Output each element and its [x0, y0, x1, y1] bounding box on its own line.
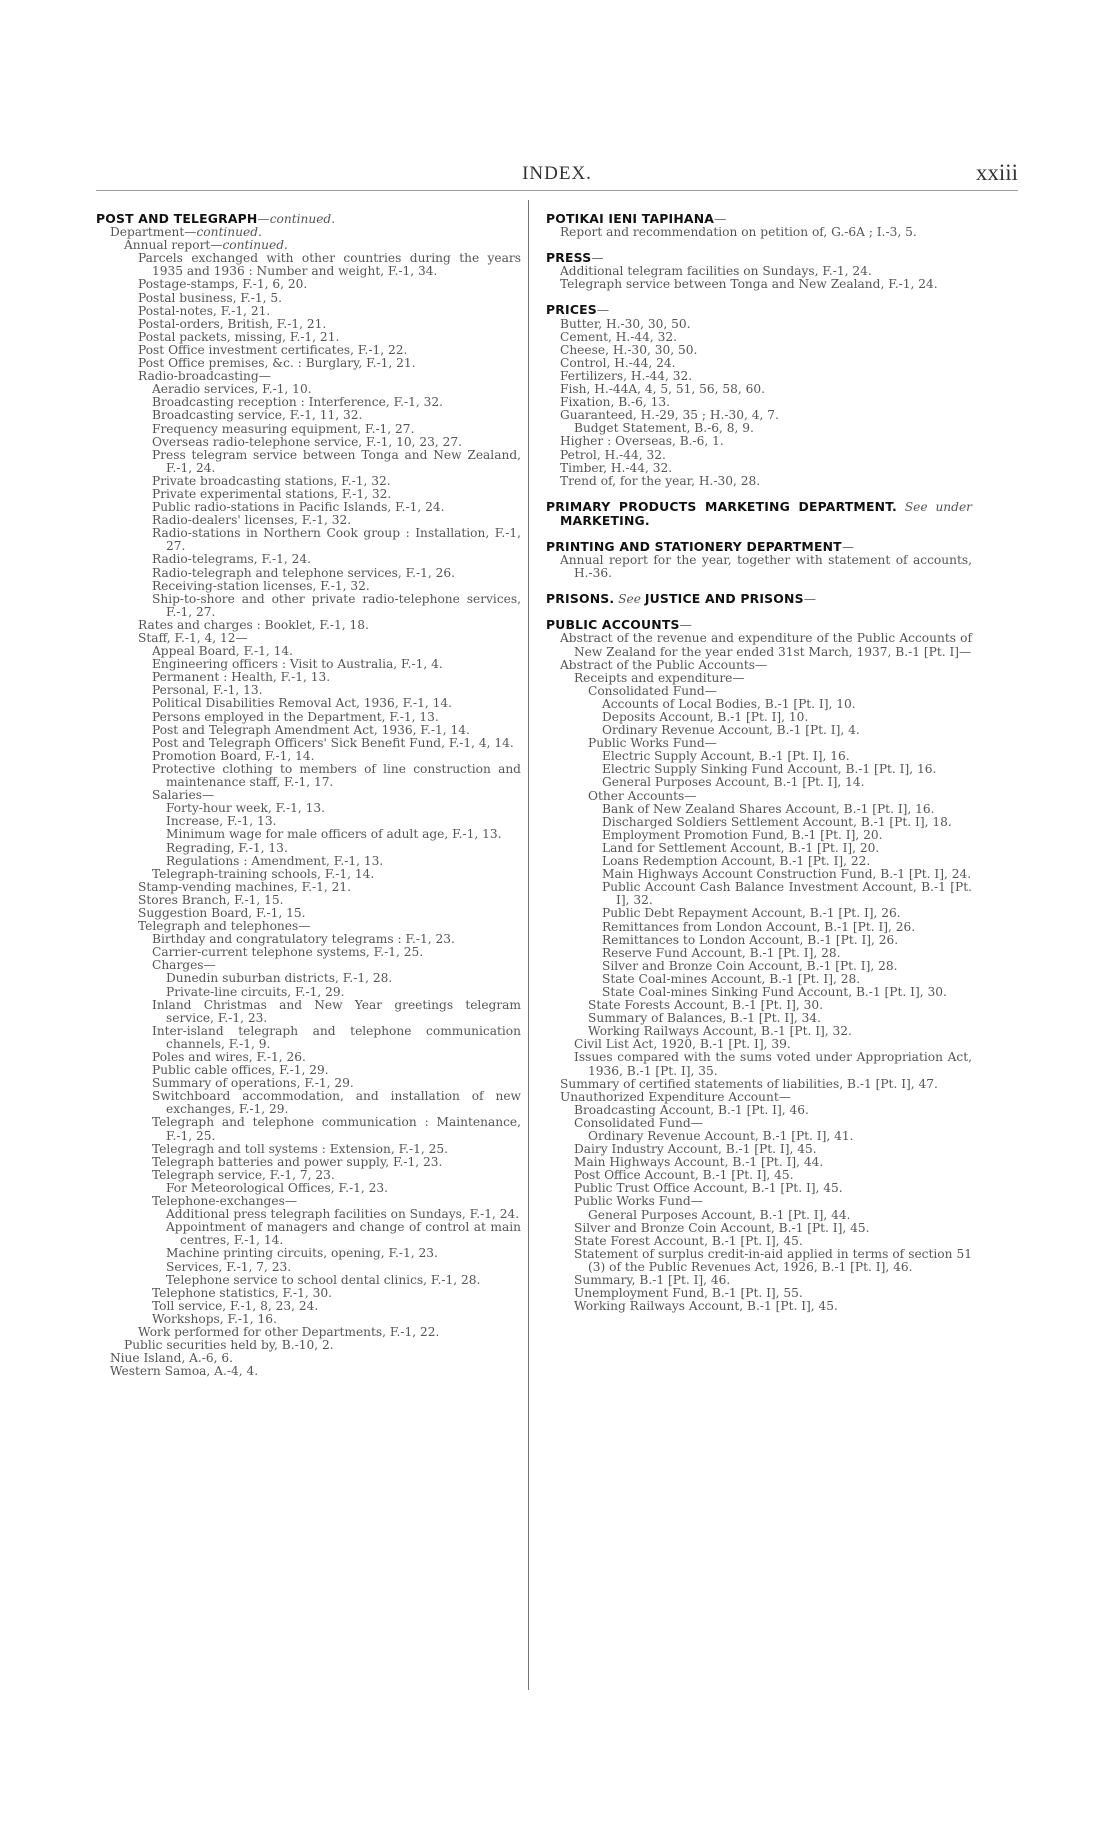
- index-heading: [546, 540, 972, 554]
- entry-text: Broadcasting reception : Interference, F.-1, 32.: [152, 395, 443, 410]
- entry-text: —: [714, 212, 727, 226]
- entry-text: Increase, F.-1, 13.: [166, 814, 277, 829]
- entry-text: Post and Telegraph Amendment Act, 1936, F.-1, 14.: [152, 722, 470, 737]
- entry-text: Private broadcasting stations, F.-1, 32.: [152, 473, 391, 488]
- entry-text: —: [803, 592, 816, 607]
- entry-text: Ordinary Revenue Account, B.-1 [Pt. I], 4.: [602, 723, 860, 738]
- entry-text: Land for Settlement Account, B.-1 [Pt. I], 20.: [602, 840, 880, 855]
- entry-text: Dairy Industry Account, B.-1 [Pt. I], 45.: [574, 1142, 817, 1157]
- entry-text: Electric Supply Sinking Fund Account, B.-1 [Pt. I], 16.: [602, 762, 937, 777]
- index-entry: [546, 278, 972, 291]
- entry-text: Radio-telegraph and telephone services, F.-1, 26.: [152, 565, 456, 580]
- entry-text: Poles and wires, F.-1, 26.: [152, 1050, 306, 1064]
- entry-text: Political Disabilities Removal Act, 1936, F.-1, 14.: [152, 696, 452, 711]
- entry-text: Post Office premises, &c. : Burglary, F.-1, 21.: [138, 356, 416, 371]
- entry-text: Summary of certified statements of liabilities, B.-1 [Pt. I], 47.: [560, 1076, 938, 1091]
- entry-text: Switchboard accommodation, and installation of new exchanges, F.-1, 29.: [152, 1089, 521, 1117]
- entry-text: Trend of, for the year, H.-30, 28.: [560, 473, 761, 488]
- entry-text: Employment Promotion Fund, B.-1 [Pt. I], 20.: [602, 827, 883, 842]
- entry-text: Promotion Board, F.-1, 14.: [152, 748, 315, 763]
- page-header-title: INDEX.: [522, 163, 592, 184]
- entry-text: Telegraph and telephones—: [138, 919, 311, 934]
- heading-text: PUBLIC ACCOUNTS: [546, 617, 680, 633]
- entry-text: Carrier-current telephone systems, F.-1, 25.: [152, 945, 424, 960]
- entry-text: Silver and Bronze Coin Account, B.-1 [Pt. I], 28.: [602, 958, 898, 973]
- entry-text: General Purposes Account, B.-1 [Pt. I], 44.: [588, 1207, 851, 1222]
- entry-text: Telephone statistics, F.-1, 30.: [152, 1285, 332, 1300]
- entry-text: —: [596, 303, 610, 318]
- entry-text: Charges—: [152, 958, 216, 973]
- entry-text: continued.: [222, 238, 288, 253]
- entry-text: Private experimental stations, F.-1, 32.: [152, 486, 392, 501]
- entry-text: Higher : Overseas, B.-6, 1.: [560, 434, 724, 449]
- entry-text: Electric Supply Account, B.-1 [Pt. I], 16.: [602, 749, 850, 764]
- entry-text: Remittances to London Account, B.-1 [Pt. I], 26.: [602, 932, 899, 947]
- entry-text: Post and Telegraph Officers' Sick Benefit Fund, F.-1, 4, 14.: [152, 735, 514, 750]
- entry-text: Radio-stations in Northern Cook group : Installation, F.-1, 27.: [152, 526, 521, 554]
- entry-text: —: [591, 251, 604, 266]
- entry-text: Dunedin suburban districts, F.-1, 28.: [166, 971, 393, 986]
- entry-text: Broadcasting service, F.-1, 11, 32.: [152, 408, 363, 423]
- entry-text: Bank of New Zealand Shares Account, B.-1 [Pt. I], 16.: [602, 801, 935, 816]
- entry-text: Salaries—: [152, 788, 215, 803]
- index-entry: [546, 226, 972, 239]
- entry-text: Consolidated Fund—: [574, 1115, 703, 1130]
- entry-text: Broadcasting Account, B.-1 [Pt. I], 46.: [574, 1102, 809, 1117]
- index-heading: [546, 303, 972, 317]
- entry-text: —: [679, 618, 692, 633]
- left-index-column: [96, 212, 521, 1378]
- entry-text: Receipts and expenditure—: [574, 670, 745, 685]
- entry-text: Telegraph-training schools, F.-1, 14.: [152, 866, 375, 881]
- heading-text: PRISONS.: [546, 591, 615, 607]
- entry-text: Telegraph batteries and power supply, F.-1, 23.: [152, 1154, 443, 1169]
- entry-text: Public Works Fund—: [588, 736, 717, 751]
- index-entry: [96, 828, 521, 841]
- heading-text: JUSTICE AND PRISONS: [644, 591, 804, 607]
- entry-text: Workshops, F.-1, 16.: [152, 1311, 277, 1326]
- index-entry: [96, 1090, 521, 1116]
- index-heading: [546, 500, 972, 528]
- index-entry: [96, 527, 521, 553]
- entry-text: Public cable offices, F.-1, 29.: [152, 1063, 329, 1078]
- entry-text: Working Railways Account, B.-1 [Pt. I], 45.: [574, 1299, 838, 1314]
- entry-text: Aeradio services, F.-1, 10.: [152, 382, 312, 397]
- entry-text: —continued.: [257, 212, 336, 226]
- entry-text: Press telegram service between Tonga and New Zealand, F.-1, 24.: [152, 447, 521, 475]
- entry-text: Cheese, H.-30, 30, 50.: [560, 342, 698, 357]
- entry-text: Postal business, F.-1, 5.: [138, 290, 283, 305]
- entry-text: Post Office Account, B.-1 [Pt. I], 45.: [574, 1168, 794, 1183]
- entry-text: State Forest Account, B.-1 [Pt. I], 45.: [574, 1233, 803, 1248]
- index-entry: [546, 1300, 972, 1313]
- entry-text: Abstract of the revenue and expenditure of the Public Accounts of New Zealand for the year ended 31st March, 1937, B.-1 [Pt. I]—: [560, 631, 972, 659]
- entry-text: Postal-notes, F.-1, 21.: [138, 303, 271, 318]
- index-entry: [96, 1247, 521, 1260]
- entry-text: Issues compared with the sums voted under Appropriation Act, 1936, B.-1 [Pt. I], 35.: [574, 1050, 972, 1078]
- entry-text: Postal packets, missing, F.-1, 21.: [138, 329, 340, 344]
- entry-text: Services, F.-1, 7, 23.: [166, 1259, 292, 1274]
- entry-text: State Forests Account, B.-1 [Pt. I], 30.: [588, 998, 823, 1013]
- index-entry: [96, 802, 521, 815]
- entry-gap: [546, 239, 972, 251]
- entry-text: Deposits Account, B.-1 [Pt. I], 10.: [602, 710, 809, 724]
- index-entry: [546, 1051, 972, 1077]
- right-index-column: [546, 212, 972, 1313]
- entry-text: Stamp-vending machines, F.-1, 21.: [138, 879, 352, 894]
- entry-text: Ship-to-shore and other private radio-telephone services, F.-1, 27.: [152, 591, 521, 619]
- entry-text: Suggestion Board, F.-1, 15.: [138, 905, 306, 920]
- entry-text: Additional telegram facilities on Sundays, F.-1, 24.: [560, 264, 872, 279]
- entry-text: Unemployment Fund, B.-1 [Pt. I], 55.: [574, 1286, 803, 1301]
- index-entry: [96, 1221, 521, 1247]
- heading-text: POTIKAI IENI TAPIHANA: [546, 211, 715, 226]
- entry-gap: [546, 291, 972, 303]
- entry-text: Stores Branch, F.-1, 15.: [138, 892, 284, 907]
- entry-text: Regrading, F.-1, 13.: [166, 840, 288, 855]
- index-entry: [546, 1248, 972, 1274]
- heading-text: PRINTING AND STATIONERY DEPARTMENT: [546, 538, 842, 554]
- index-entry: [96, 1365, 521, 1378]
- entry-text: Working Railways Account, B.-1 [Pt. I], 32.: [588, 1024, 852, 1039]
- index-entry: [96, 1025, 521, 1051]
- entry-text: continued.: [196, 225, 262, 240]
- entry-text: Telephone service to school dental clinics, F.-1, 28.: [166, 1272, 481, 1287]
- entry-text: Remittances from London Account, B.-1 [Pt. I], 26.: [602, 919, 916, 934]
- entry-text: Civil List Act, 1920, B.-1 [Pt. I], 39.: [574, 1037, 791, 1052]
- entry-text: Silver and Bronze Coin Account, B.-1 [Pt. I], 45.: [574, 1220, 870, 1235]
- entry-text: Forty-hour week, F.-1, 13.: [166, 801, 326, 816]
- entry-text: Inter-island telegraph and telephone communication channels, F.-1, 9.: [152, 1023, 521, 1051]
- entry-text: Budget Statement, B.-6, 8, 9.: [574, 421, 754, 436]
- entry-text: See: [618, 592, 641, 607]
- entry-text: [897, 500, 905, 514]
- entry-text: Birthday and congratulatory telegrams : F.-1, 23.: [152, 932, 455, 947]
- entry-text: Appointment of managers and change of control at main centres, F.-1, 14.: [166, 1220, 521, 1248]
- entry-text: Postal-orders, British, F.-1, 21.: [138, 316, 327, 331]
- entry-text: Cement, H.-44, 32.: [560, 329, 678, 344]
- entry-text: —: [841, 539, 855, 554]
- entry-text: Annual report—: [124, 238, 223, 253]
- entry-text: Radio-broadcasting—: [138, 369, 271, 384]
- entry-text: State Coal-mines Sinking Fund Account, B.-1 [Pt. I], 30.: [602, 984, 947, 999]
- entry-text: Main Highways Account, B.-1 [Pt. I], 44.: [574, 1155, 824, 1170]
- entry-text: Radio-telegrams, F.-1, 24.: [152, 552, 311, 567]
- index-entry: [96, 999, 521, 1025]
- entry-text: Statement of surplus credit-in-aid applied in terms of section 51 (3) of the Public Revenues Act, 1926, B.-1 [Pt. I], 46.: [574, 1246, 972, 1274]
- index-heading: [546, 592, 972, 606]
- entry-text: Petrol, H.-44, 32.: [560, 447, 666, 462]
- header-rule: [96, 190, 1018, 191]
- column-divider: [528, 200, 529, 1690]
- entry-text: Staff, F.-1, 4, 12—: [138, 631, 248, 645]
- entry-text: Public Account Cash Balance Investment Account, B.-1 [Pt. I], 32.: [602, 880, 972, 908]
- entry-text: Public Debt Repayment Account, B.-1 [Pt. I], 26.: [602, 906, 901, 921]
- page-number: xxiii: [975, 160, 1018, 185]
- entry-text: Public Trust Office Account, B.-1 [Pt. I], 45.: [574, 1181, 843, 1196]
- index-entry: [96, 763, 521, 789]
- entry-text: Guaranteed, H.-29, 35 ; H.-30, 4, 7.: [560, 408, 779, 423]
- entry-text: Personal, F.-1, 13.: [152, 683, 263, 698]
- entry-text: Public Works Fund—: [574, 1194, 703, 1209]
- entry-text: Public radio-stations in Pacific Islands, F.-1, 24.: [152, 500, 445, 515]
- entry-text: Telegragh and toll systems : Extension, F.-1, 25.: [152, 1141, 449, 1156]
- entry-text: Main Highways Account Construction Fund, B.-1 [Pt. I], 24.: [602, 867, 972, 882]
- entry-text: Accounts of Local Bodies, B.-1 [Pt. I], 10.: [602, 696, 856, 711]
- entry-text: Receiving-station licenses, F.-1, 32.: [152, 578, 370, 593]
- index-heading: [546, 212, 972, 226]
- entry-text: Minimum wage for male officers of adult age, F.-1, 13.: [166, 827, 502, 842]
- entry-text: Discharged Soldiers Settlement Account, B.-1 [Pt. I], 18.: [602, 814, 952, 829]
- entry-text: Inland Christmas and New Year greetings telegram service, F.-1, 23.: [152, 997, 521, 1025]
- entry-text: Persons employed in the Department, F.-1, 13.: [152, 709, 439, 724]
- index-entry: [546, 554, 972, 580]
- entry-text: General Purposes Account, B.-1 [Pt. I], 14.: [602, 775, 865, 790]
- entry-text: Additional press telegraph facilities on Sundays, F.-1, 24.: [166, 1207, 520, 1222]
- entry-text: State Coal-mines Account, B.-1 [Pt. I], 28.: [602, 971, 861, 986]
- entry-text: Timber, H.-44, 32.: [560, 460, 673, 475]
- entry-text: Parcels exchanged with other countries during the years 1935 and 1936 : Number and weight, F.-1, 34.: [138, 251, 521, 279]
- entry-text: Western Samoa, A.-4, 4.: [110, 1364, 259, 1379]
- entry-text: Summary of Balances, B.-1 [Pt. I], 34.: [588, 1011, 822, 1026]
- heading-text: POST AND TELEGRAPH: [96, 211, 258, 226]
- entry-text: Machine printing circuits, opening, F.-1, 23.: [166, 1246, 438, 1261]
- entry-text: Private-line circuits, F.-1, 29.: [166, 984, 345, 999]
- entry-text: Appeal Board, F.-1, 14.: [152, 644, 294, 659]
- entry-text: Engineering officers : Visit to Australia, F.-1, 4.: [152, 657, 443, 672]
- entry-text: Consolidated Fund—: [588, 683, 717, 698]
- entry-text: Summary of operations, F.-1, 29.: [152, 1076, 354, 1091]
- entry-text: Regulations : Amendment, F.-1, 13.: [166, 853, 384, 868]
- entry-text: For Meteorological Offices, F.-1, 23.: [166, 1180, 388, 1195]
- entry-text: Loans Redemption Account, B.-1 [Pt. I], 22.: [602, 854, 871, 869]
- entry-text: Telegraph service, F.-1, 7, 23.: [152, 1167, 335, 1182]
- entry-text: Telegraph service between Tonga and New Zealand, F.-1, 24.: [560, 277, 938, 292]
- index-entry: [546, 881, 972, 907]
- entry-text: Unauthorized Expenditure Account—: [560, 1089, 791, 1104]
- index-entry: [96, 449, 521, 475]
- entry-text: Summary, B.-1 [Pt. I], 46.: [574, 1273, 731, 1288]
- entry-text: Butter, H.-30, 30, 50.: [560, 316, 691, 331]
- entry-text: See under: [904, 499, 972, 514]
- index-entry: [96, 252, 521, 278]
- entry-text: Fish, H.-44A, 4, 5, 51, 56, 58, 60.: [560, 382, 766, 397]
- entry-text: Public securities held by, B.-10, 2.: [124, 1338, 334, 1353]
- entry-text: Department—: [110, 225, 197, 240]
- index-heading: [546, 251, 972, 265]
- entry-text: Toll service, F.-1, 8, 23, 24.: [152, 1298, 319, 1313]
- entry-text: Ordinary Revenue Account, B.-1 [Pt. I], 41.: [588, 1129, 854, 1143]
- entry-text: Telegraph and telephone communication : Maintenance, F.-1, 25.: [152, 1115, 521, 1143]
- entry-text: Post Office investment certificates, F.-1, 22.: [138, 342, 408, 357]
- entry-text: Overseas radio-telephone service, F.-1, 10, 23, 27.: [152, 434, 462, 449]
- entry-text: Telephone-exchanges—: [152, 1194, 298, 1209]
- heading-text: MARKETING.: [560, 512, 650, 528]
- index-entry: [96, 593, 521, 619]
- index-entry: [96, 1116, 521, 1142]
- entry-text: Postage-stamps, F.-1, 6, 20.: [138, 277, 308, 292]
- entry-text: Fixation, B.-6, 13.: [560, 395, 671, 410]
- entry-text: Reserve Fund Account, B.-1 [Pt. I], 28.: [602, 945, 841, 960]
- entry-text: Rates and charges : Booklet, F.-1, 18.: [138, 617, 369, 632]
- entry-text: Work performed for other Departments, F.-1, 22.: [138, 1324, 440, 1339]
- entry-text: Niue Island, A.-6, 6.: [110, 1351, 234, 1366]
- index-heading: [546, 618, 972, 632]
- heading-text: PRICES: [546, 302, 597, 318]
- entry-text: Control, H.-44, 24.: [560, 355, 676, 370]
- entry-text: Radio-dealers' licenses, F.-1, 32.: [152, 513, 352, 528]
- entry-text: Permanent : Health, F.-1, 13.: [152, 670, 331, 685]
- index-entry: [546, 475, 972, 488]
- index-entry: [546, 632, 972, 658]
- entry-text: Frequency measuring equipment, F.-1, 27.: [152, 421, 415, 436]
- index-heading: [96, 212, 521, 226]
- heading-text: PRESS: [546, 250, 592, 266]
- entry-text: Report and recommendation on petition of, G.-6A ; I.-3, 5.: [560, 225, 917, 240]
- entry-text: Annual report for the year, together with statement of accounts, H.-36.: [560, 553, 972, 581]
- heading-text: PRIMARY PRODUCTS MARKETING DEPARTMENT.: [546, 498, 897, 514]
- entry-text: Other Accounts—: [588, 788, 697, 803]
- entry-text: Protective clothing to members of line construction and maintenance staff, F.-1, 17.: [152, 761, 521, 790]
- entry-text: Fertilizers, H.-44, 32.: [560, 368, 693, 383]
- entry-text: Abstract of the Public Accounts—: [560, 657, 768, 672]
